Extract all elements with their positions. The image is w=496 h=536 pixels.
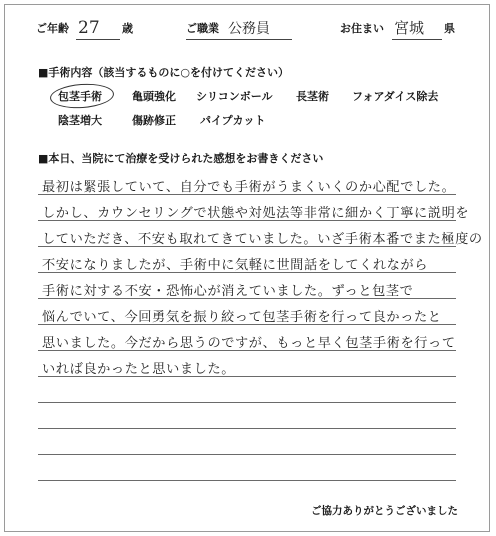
ruled-line xyxy=(38,402,456,403)
age-value: 27 xyxy=(78,18,100,38)
age-underline xyxy=(76,39,120,40)
residence-suffix: 県 xyxy=(444,22,455,35)
ruled-line xyxy=(38,428,456,429)
job-field xyxy=(186,14,296,44)
impression-line-1: 最初は緊張していて、自分でも手術がうまくいくのか心配でした。 xyxy=(42,180,456,195)
option-silicone-ball: シリコンボール xyxy=(196,90,273,103)
residence-field xyxy=(340,14,470,44)
procedure-section-title: ■手術内容（該当するものに○を付けてください） xyxy=(38,66,289,79)
age-field xyxy=(36,14,148,44)
impression-line-7: 思いました。今だから思うのですが、もっと早く包茎手術を行って xyxy=(42,336,456,351)
impression-line-8: いれば良かったと思いました。 xyxy=(42,362,236,377)
option-glans-enhancement: 亀頭強化 xyxy=(132,90,176,103)
option-enlargement: 陰茎増大 xyxy=(58,114,102,127)
impression-line-5: 手術に対する不安・恐怖心が消えていました。ずっと包茎で xyxy=(42,284,414,299)
job-label: ご職業 xyxy=(186,22,219,35)
job-underline xyxy=(186,39,292,40)
ruled-line xyxy=(38,454,456,455)
impression-section-title: ■本日、当院にて治療を受けられた感想をお書きください xyxy=(38,152,324,165)
option-vasectomy: パイプカット xyxy=(200,114,266,127)
option-fordyce-removal: フォアダイス除去 xyxy=(352,90,439,103)
impression-line-3: していただき、不安も取れてきていました。いざ手術本番でまた極度の xyxy=(42,232,483,247)
option-scar-revision: 傷跡修正 xyxy=(132,114,176,127)
age-suffix: 歳 xyxy=(122,22,133,35)
job-value: 公務員 xyxy=(228,21,270,37)
residence-value: 宮城 xyxy=(394,19,425,37)
ruled-line xyxy=(38,480,456,481)
age-label: ご年齢 xyxy=(36,22,69,35)
residence-label: お住まい xyxy=(340,22,384,35)
thanks-note: ご協力ありがとうございました xyxy=(311,505,458,517)
option-lengthening: 長茎術 xyxy=(296,90,329,103)
residence-underline xyxy=(392,39,442,40)
impression-line-6: 悩んでいて、今回勇気を振り絞って包茎手術を行って良かったと xyxy=(42,310,442,325)
option-phimosis: 包茎手術 xyxy=(58,90,102,103)
impression-line-4: 不安になりましたが、手術中に気軽に世間話をしてくれながら xyxy=(42,258,429,273)
header-row xyxy=(0,14,496,44)
impression-line-2: しかし、カウンセリングで状態や対処法等非常に細かく丁寧に説明を xyxy=(42,206,470,221)
